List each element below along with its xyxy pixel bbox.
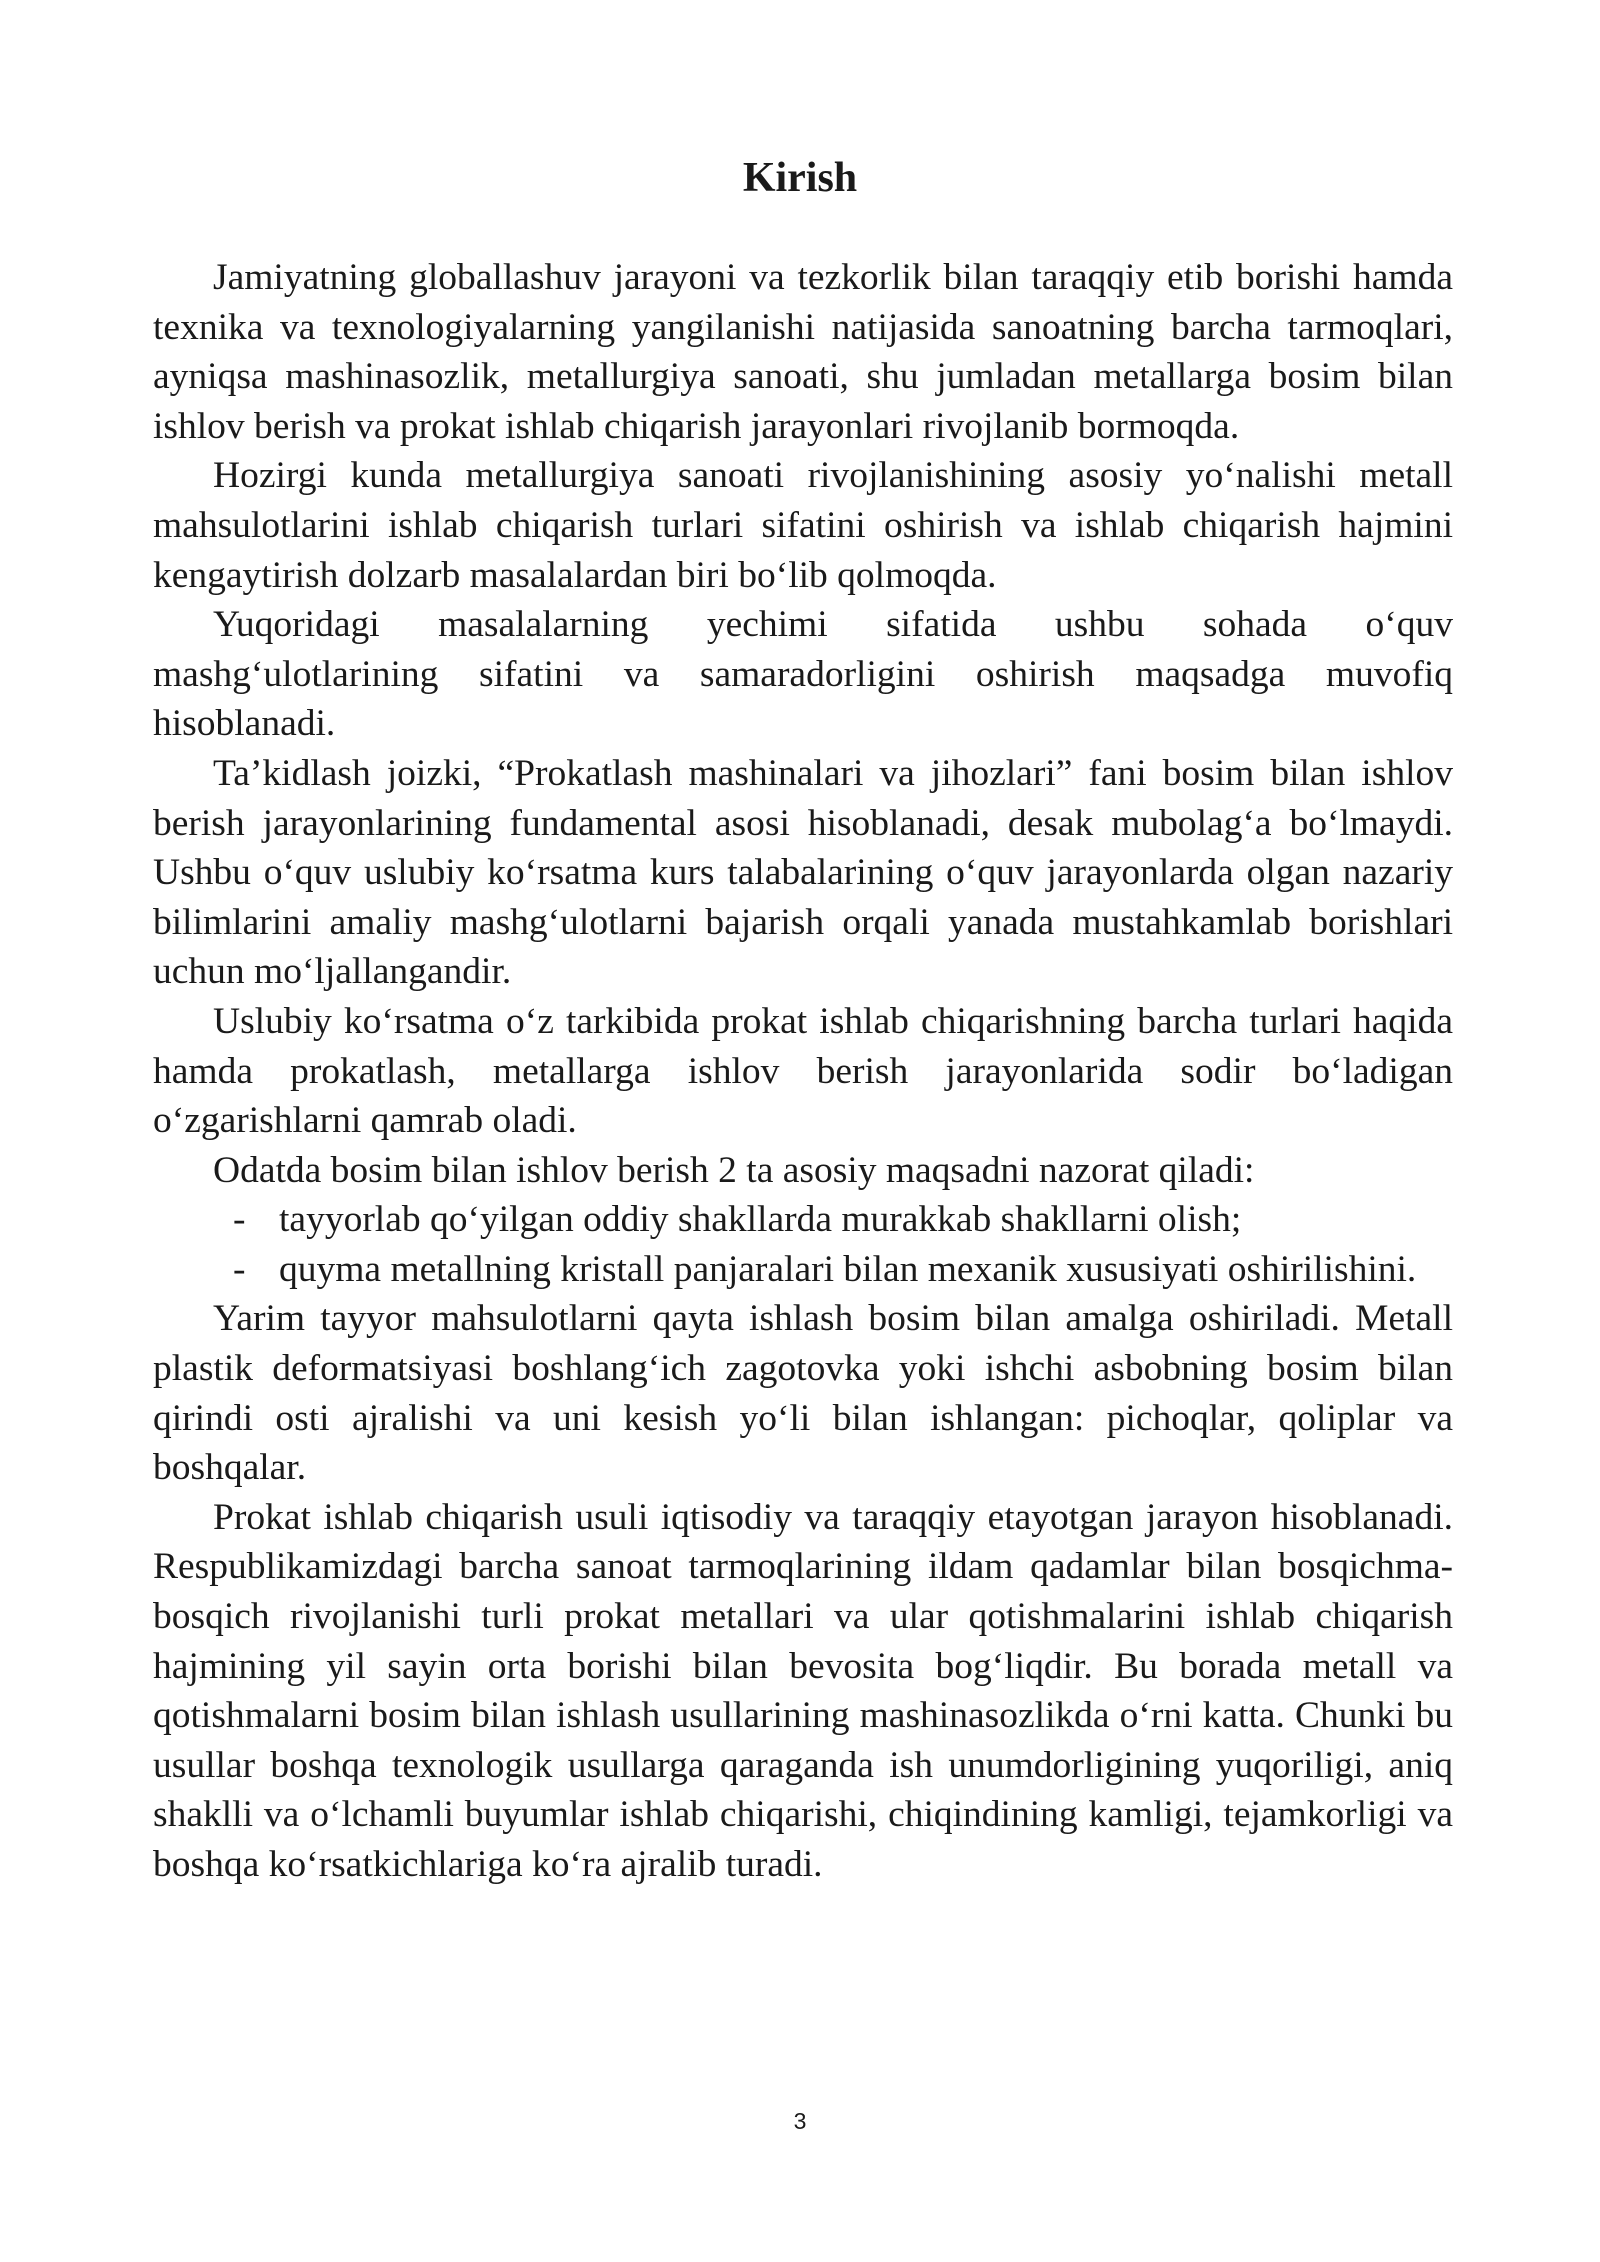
dash-marker: -: [233, 1199, 246, 1241]
paragraph-5: Uslubiy ko‘rsatma o‘z tarkibida prokat ishlab chiqarishning barcha turlari haqida hamda prokatlash, metallarga ishlov berish jarayonlarida sodir bo‘ladigan o‘zgarishlarni qamrab oladi.: [153, 1000, 1453, 1142]
list-item: [153, 1195, 1453, 1245]
list-item-text: quyma metallning kristall panjaralari bilan mexanik xususiyati oshirilishini.: [279, 1248, 1417, 1290]
bullet-list: [153, 1195, 1453, 1294]
paragraph-1: Jamiyatning globallashuv jarayoni va tezkorlik bilan taraqqiy etib borishi hamda texnika va texnologiyalarning yangilanishi natijasida sanoatning barcha tarmoqlari, ayniqsa mashinasozlik, metallurgiya sanoati, shu jumladan metallarga bosim bilan ishlov berish va prokat ishlab chiqarish jarayonlari rivojlanib bormoqda.: [153, 257, 1453, 447]
paragraph-6: Odatda bosim bilan ishlov berish 2 ta asosiy maqsadni nazorat qiladi:: [213, 1149, 1255, 1191]
paragraph-8: Prokat ishlab chiqarish usuli iqtisodiy va taraqqiy etayotgan jarayon hisoblanadi. Respublikamizdagi barcha sanoat tarmoqlarining ildam qadamlar bilan bosqichma-bosqich rivojlanishi turli prokat metallari va ular qotishmalarini ishlab chiqarish hajmining yil sayin orta borishi bilan bevosita bog‘liqdir. Bu borada metall va qotishmalarni bosim bilan ishlash usullarining mashinasozlikda o‘rni katta. Chunki bu usullar boshqa texnologik usullarga qaraganda ish unumdorligining yuqoriligi, aniq shaklli va o‘lchamli buyumlar ishlab chiqarishi, chiqindining kamligi, tejamkorligi va boshqa ko‘rsatkichlariga ko‘ra ajralib turadi.: [153, 1496, 1453, 1885]
document-body: [153, 253, 1453, 1890]
list-item: [153, 1245, 1453, 1295]
page-title: Kirish: [742, 155, 858, 201]
dash-marker: -: [233, 1248, 246, 1290]
list-item-text: tayyorlab qo‘yilgan oddiy shakllarda murakkab shakllarni olish;: [279, 1199, 1242, 1241]
page-number: 3: [793, 2108, 807, 2134]
paragraph-7: Yarim tayyor mahsulotlarni qayta ishlash bosim bilan amalga oshiriladi. Metall plastik deformatsiyasi boshlang‘ich zagotovka yoki ishchi asbobning bosim bilan qirindi osti ajralishi va uni kesish yo‘li bilan ishlangan: pichoqlar, qoliplar va boshqalar.: [153, 1298, 1453, 1489]
paragraph-3: Yuqoridagi masalalarning yechimi sifatida ushbu sohada o‘quv mashg‘ulotlarining sifatini va samaradorligini oshirish maqsadga muvofiq hisoblanadi.: [153, 604, 1453, 745]
paragraph-2: Hozirgi kunda metallurgiya sanoati rivojlanishining asosiy yo‘nalishi metall mahsulotlarini ishlab chiqarish turlari sifatini oshirish va ishlab chiqarish hajmini kengaytirish dolzarb masalalardan biri bo‘lib qolmoqda.: [153, 455, 1453, 596]
paragraph-4: Ta’kidlash joizki, “Prokatlash mashinalari va jihozlari” fani bosim bilan ishlov berish jarayonlarining fundamental asosi hisoblanadi, desak mubolag‘a bo‘lmaydi. Ushbu o‘quv uslubiy ko‘rsatma kurs talabalarining o‘quv jarayonlarda olgan nazariy bilimlarini amaliy mashg‘ulotlarni bajarish orqali yanada mustahkamlab borishlari uchun mo‘ljallangandir.: [153, 752, 1453, 993]
